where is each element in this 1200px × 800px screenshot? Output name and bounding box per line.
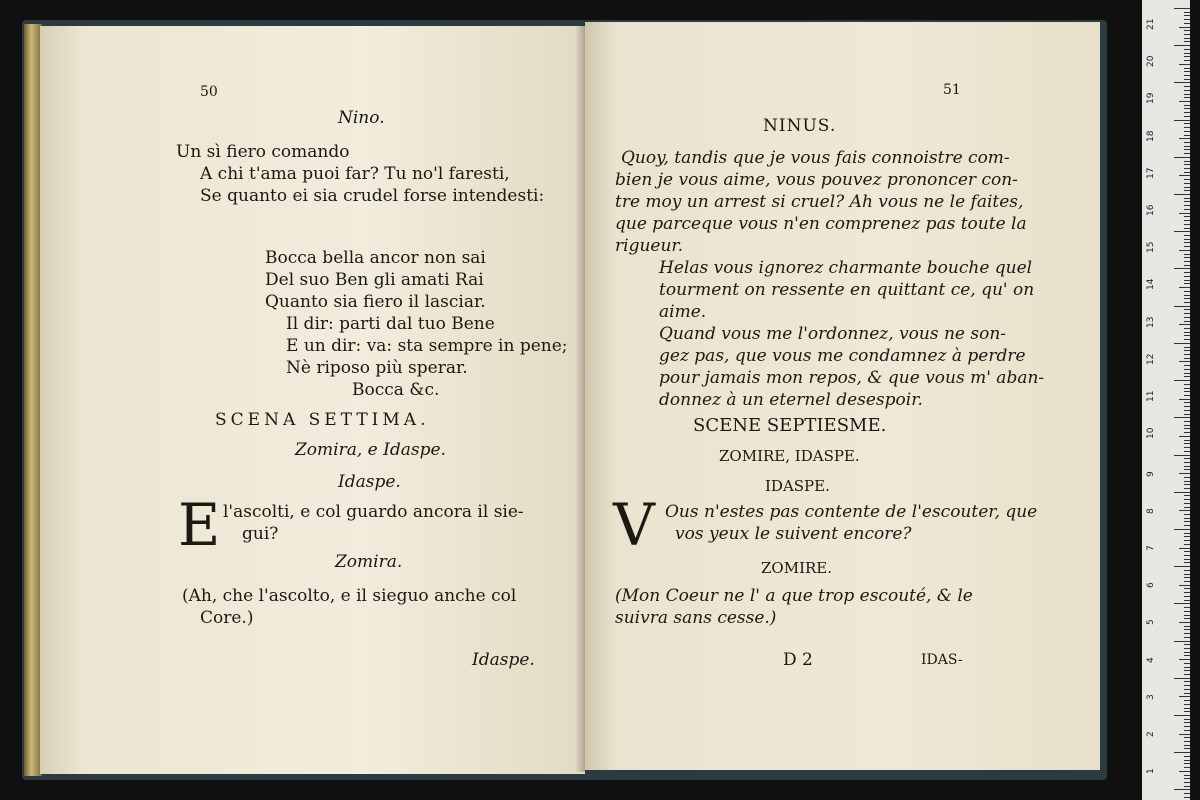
ruler-tick bbox=[1184, 123, 1190, 124]
ruler-tick bbox=[1184, 514, 1190, 515]
ruler-tick bbox=[1184, 332, 1190, 333]
ruler-tick bbox=[1184, 56, 1190, 57]
ruler-tick bbox=[1184, 38, 1190, 39]
ruler-tick bbox=[1184, 23, 1190, 24]
ruler-tick bbox=[1184, 75, 1190, 76]
ruler-tick bbox=[1184, 722, 1190, 723]
text-line: Helas vous ignorez charmante bouche quel bbox=[659, 258, 1033, 278]
ruler-tick bbox=[1184, 205, 1190, 206]
text-line: l'ascolti, e col guardo ancora il sie- bbox=[223, 502, 524, 522]
ruler-tick bbox=[1184, 71, 1190, 72]
ruler-number: 8 bbox=[1146, 507, 1156, 514]
ruler-tick bbox=[1179, 213, 1190, 214]
catchword: Idaspe. bbox=[472, 650, 535, 670]
ruler-tick bbox=[1184, 79, 1190, 80]
text-line: Core.) bbox=[200, 608, 254, 628]
ruler-tick bbox=[1184, 49, 1190, 50]
ruler-tick bbox=[1184, 469, 1190, 470]
ruler-tick bbox=[1184, 518, 1190, 519]
ruler-tick bbox=[1184, 313, 1190, 314]
ruler-tick bbox=[1184, 391, 1190, 392]
text-line: que parceque vous n'en comprenez pas toute la bbox=[615, 214, 1027, 234]
ruler-tick bbox=[1184, 86, 1190, 87]
ruler-tick bbox=[1184, 562, 1190, 563]
aria-line: Quanto sia fiero il lasciar. bbox=[265, 292, 486, 312]
ruler-tick bbox=[1184, 551, 1190, 552]
page-number: 51 bbox=[943, 82, 961, 98]
ruler-tick bbox=[1184, 693, 1190, 694]
ruler-tick bbox=[1184, 347, 1190, 348]
ruler-tick bbox=[1184, 12, 1190, 13]
ruler-tick bbox=[1174, 641, 1190, 642]
text-line: Quoy, tandis que je vous fais connoistre com- bbox=[621, 148, 1010, 168]
ruler-tick bbox=[1184, 775, 1190, 776]
ruler-tick bbox=[1174, 120, 1190, 121]
text-line: pour jamais mon repos, & que vous m' aban- bbox=[659, 368, 1045, 388]
running-head: Nino. bbox=[338, 108, 385, 128]
ruler-tick bbox=[1184, 321, 1190, 322]
ruler-tick bbox=[1184, 317, 1190, 318]
text-line: aime. bbox=[659, 302, 707, 322]
ruler-tick bbox=[1184, 228, 1190, 229]
ruler-tick bbox=[1174, 752, 1190, 753]
text-line: Ous n'estes pas contente de l'escouter, que bbox=[665, 502, 1038, 522]
ruler-tick bbox=[1184, 458, 1190, 459]
ruler-tick bbox=[1174, 45, 1190, 46]
ruler-number: 5 bbox=[1146, 619, 1156, 626]
ruler-tick bbox=[1184, 414, 1190, 415]
ruler-number: 7 bbox=[1146, 545, 1156, 551]
aria-line: Il dir: parti dal tuo Bene bbox=[286, 314, 495, 334]
ruler-tick bbox=[1184, 108, 1190, 109]
text-line: (Ah, che l'ascolto, e il sieguo anche col bbox=[182, 586, 517, 606]
ruler-tick bbox=[1184, 495, 1190, 496]
ruler-tick bbox=[1184, 577, 1190, 578]
left-page bbox=[40, 26, 585, 774]
ruler-number: 10 bbox=[1146, 427, 1156, 440]
ruler-tick bbox=[1184, 797, 1190, 798]
ruler-tick bbox=[1184, 354, 1190, 355]
ruler-tick bbox=[1184, 555, 1190, 556]
ruler-tick bbox=[1184, 737, 1190, 738]
ruler-tick bbox=[1184, 410, 1190, 411]
ruler-tick bbox=[1184, 525, 1190, 526]
aria-line: E un dir: va: sta sempre in pene; bbox=[286, 336, 568, 356]
ruler-tick bbox=[1184, 544, 1190, 545]
ruler-tick bbox=[1184, 153, 1190, 154]
ruler-tick bbox=[1184, 428, 1190, 429]
ruler-tick bbox=[1184, 704, 1190, 705]
ruler-tick bbox=[1184, 462, 1190, 463]
ruler-tick bbox=[1184, 708, 1190, 709]
ruler-tick bbox=[1184, 443, 1190, 444]
ruler-tick bbox=[1184, 681, 1190, 682]
ruler-number: 19 bbox=[1146, 92, 1156, 105]
ruler-tick bbox=[1184, 711, 1190, 712]
text-line: Quand vous me l'ordonnez, vous ne son- bbox=[659, 324, 1007, 344]
aria-line: Nè riposo più sperar. bbox=[286, 358, 468, 378]
ruler-tick bbox=[1179, 64, 1190, 65]
ruler-tick bbox=[1184, 302, 1190, 303]
scene-heading: SCENE SEPTIESME. bbox=[693, 415, 887, 436]
ruler-tick bbox=[1184, 190, 1190, 191]
text-line: rigueur. bbox=[615, 236, 684, 256]
ruler-tick bbox=[1179, 361, 1190, 362]
ruler-tick bbox=[1184, 663, 1190, 664]
ruler-tick bbox=[1184, 763, 1190, 764]
characters: ZOMIRE, IDASPE. bbox=[719, 447, 860, 465]
ruler-tick bbox=[1184, 376, 1190, 377]
text-line: Un sì fiero comando bbox=[176, 142, 350, 162]
ruler-tick bbox=[1174, 194, 1190, 195]
ruler-tick bbox=[1174, 8, 1190, 9]
ruler-tick bbox=[1179, 138, 1190, 139]
ruler-tick bbox=[1184, 146, 1190, 147]
ruler-tick bbox=[1184, 644, 1190, 645]
measurement-ruler bbox=[1142, 0, 1190, 800]
ruler-tick bbox=[1184, 265, 1190, 266]
ruler-tick bbox=[1174, 231, 1190, 232]
ruler-tick bbox=[1174, 268, 1190, 269]
ruler-number: 1 bbox=[1146, 768, 1156, 775]
ruler-tick bbox=[1184, 127, 1190, 128]
ruler-number: 6 bbox=[1146, 582, 1156, 589]
ruler-tick bbox=[1184, 373, 1190, 374]
ruler-tick bbox=[1184, 187, 1190, 188]
ruler-tick bbox=[1184, 131, 1190, 132]
ruler-tick bbox=[1184, 168, 1190, 169]
ruler-tick bbox=[1184, 97, 1190, 98]
ruler-tick bbox=[1184, 533, 1190, 534]
ruler-tick bbox=[1184, 90, 1190, 91]
ruler-tick bbox=[1184, 328, 1190, 329]
ruler-tick bbox=[1184, 748, 1190, 749]
ruler-tick bbox=[1174, 789, 1190, 790]
ruler-tick bbox=[1184, 726, 1190, 727]
ruler-tick bbox=[1184, 209, 1190, 210]
ruler-tick bbox=[1179, 696, 1190, 697]
ruler-tick bbox=[1184, 447, 1190, 448]
ruler-tick bbox=[1184, 626, 1190, 627]
ruler-tick bbox=[1184, 257, 1190, 258]
ruler-tick bbox=[1184, 179, 1190, 180]
ruler-tick bbox=[1184, 15, 1190, 16]
ruler-number: 20 bbox=[1146, 55, 1156, 68]
ruler-tick bbox=[1179, 399, 1190, 400]
ruler-tick bbox=[1184, 477, 1190, 478]
text-line: bien je vous aime, vous pouvez prononcer con- bbox=[615, 170, 1018, 190]
ruler-tick bbox=[1174, 566, 1190, 567]
ruler-tick bbox=[1179, 734, 1190, 735]
ruler-tick bbox=[1184, 298, 1190, 299]
ruler-tick bbox=[1184, 588, 1190, 589]
ruler-tick bbox=[1184, 503, 1190, 504]
ruler-number: 18 bbox=[1146, 130, 1156, 142]
ruler-number: 12 bbox=[1146, 353, 1156, 365]
ruler-number: 11 bbox=[1146, 390, 1156, 403]
ruler-tick bbox=[1184, 637, 1190, 638]
ruler-tick bbox=[1184, 198, 1190, 199]
ruler-tick bbox=[1184, 745, 1190, 746]
text-line: gez pas, que vous me condamnez à perdre bbox=[659, 346, 1026, 366]
ruler-tick bbox=[1184, 432, 1190, 433]
ruler-tick bbox=[1184, 425, 1190, 426]
ruler-tick bbox=[1184, 19, 1190, 20]
speaker: Idaspe. bbox=[338, 472, 401, 492]
drop-cap: V bbox=[613, 491, 655, 559]
ruler-number: 21 bbox=[1146, 18, 1156, 30]
ruler-tick bbox=[1184, 261, 1190, 262]
ruler-tick bbox=[1184, 484, 1190, 485]
ruler-tick bbox=[1179, 436, 1190, 437]
catchword: IDAS- bbox=[921, 652, 963, 668]
ruler-tick bbox=[1174, 343, 1190, 344]
ruler-tick bbox=[1184, 388, 1190, 389]
ruler-tick bbox=[1184, 164, 1190, 165]
ruler-tick bbox=[1179, 548, 1190, 549]
ruler-tick bbox=[1184, 730, 1190, 731]
text-line: tre moy un arrest si cruel? Ah vous ne le faites, bbox=[615, 192, 1024, 212]
drop-cap: E bbox=[178, 491, 221, 559]
ruler-tick bbox=[1184, 451, 1190, 452]
ruler-tick bbox=[1184, 540, 1190, 541]
ruler-tick bbox=[1184, 559, 1190, 560]
ruler-tick bbox=[1179, 101, 1190, 102]
ruler-number: 13 bbox=[1146, 316, 1156, 328]
signature-mark: D 2 bbox=[783, 650, 813, 670]
speaker: ZOMIRE. bbox=[761, 559, 833, 577]
ruler-tick bbox=[1174, 529, 1190, 530]
text-line: (Mon Coeur ne l' a que trop escouté, & le bbox=[615, 586, 973, 606]
ruler-tick bbox=[1184, 574, 1190, 575]
aria-line: Bocca bella ancor non sai bbox=[265, 248, 486, 268]
ruler-tick bbox=[1184, 793, 1190, 794]
ruler-tick bbox=[1179, 287, 1190, 288]
ruler-tick bbox=[1184, 112, 1190, 113]
ruler-tick bbox=[1184, 53, 1190, 54]
ruler-tick bbox=[1184, 607, 1190, 608]
page-number: 50 bbox=[200, 84, 218, 100]
ruler-number: 9 bbox=[1146, 470, 1156, 477]
ruler-tick bbox=[1184, 161, 1190, 162]
ruler-tick bbox=[1184, 34, 1190, 35]
ruler-tick bbox=[1184, 421, 1190, 422]
ruler-tick bbox=[1174, 678, 1190, 679]
ruler-tick bbox=[1184, 481, 1190, 482]
ruler-tick bbox=[1174, 455, 1190, 456]
ruler-tick bbox=[1184, 596, 1190, 597]
ruler-tick bbox=[1174, 715, 1190, 716]
speaker: Zomira. bbox=[335, 552, 403, 572]
ruler-tick bbox=[1184, 499, 1190, 500]
ruler-tick bbox=[1184, 507, 1190, 508]
ruler-tick bbox=[1184, 201, 1190, 202]
ruler-tick bbox=[1184, 536, 1190, 537]
ruler-number: 14 bbox=[1146, 279, 1156, 291]
ruler-tick bbox=[1179, 622, 1190, 623]
ruler-tick bbox=[1184, 395, 1190, 396]
ruler-tick bbox=[1184, 674, 1190, 675]
ruler-tick bbox=[1184, 149, 1190, 150]
ruler-tick bbox=[1184, 105, 1190, 106]
ruler-tick bbox=[1174, 380, 1190, 381]
ruler-tick bbox=[1184, 760, 1190, 761]
ruler-tick bbox=[1184, 615, 1190, 616]
ruler-tick bbox=[1184, 60, 1190, 61]
ruler-tick bbox=[1184, 246, 1190, 247]
ruler-tick bbox=[1184, 220, 1190, 221]
ruler-tick bbox=[1184, 570, 1190, 571]
ruler-tick bbox=[1184, 291, 1190, 292]
ruler-tick bbox=[1179, 27, 1190, 28]
ruler-tick bbox=[1184, 633, 1190, 634]
text-line: suivra sans cesse.) bbox=[615, 608, 777, 628]
ruler-tick bbox=[1184, 466, 1190, 467]
ruler-tick bbox=[1184, 685, 1190, 686]
ruler-number: 15 bbox=[1146, 241, 1156, 254]
ruler-tick bbox=[1174, 417, 1190, 418]
ruler-tick bbox=[1184, 767, 1190, 768]
ruler-tick bbox=[1184, 242, 1190, 243]
ruler-tick bbox=[1174, 306, 1190, 307]
running-head: NINUS. bbox=[763, 116, 837, 136]
ruler-tick bbox=[1184, 94, 1190, 95]
ruler-tick bbox=[1184, 629, 1190, 630]
right-page bbox=[585, 22, 1100, 770]
text-line: donnez à un eternel desespoir. bbox=[659, 390, 923, 410]
ruler-tick bbox=[1184, 216, 1190, 217]
scene-heading: SCENA SETTIMA. bbox=[215, 410, 430, 430]
ruler-tick bbox=[1179, 473, 1190, 474]
ruler-tick bbox=[1184, 116, 1190, 117]
aria-line: Bocca &c. bbox=[352, 380, 440, 400]
aria-line: Del suo Ben gli amati Rai bbox=[265, 270, 484, 290]
ruler-tick bbox=[1179, 659, 1190, 660]
ruler-tick bbox=[1179, 585, 1190, 586]
ruler-tick bbox=[1184, 600, 1190, 601]
ruler-tick bbox=[1184, 224, 1190, 225]
ruler-tick bbox=[1184, 280, 1190, 281]
ruler-tick bbox=[1184, 782, 1190, 783]
ruler-tick bbox=[1184, 667, 1190, 668]
ruler-tick bbox=[1184, 309, 1190, 310]
ruler-tick bbox=[1179, 510, 1190, 511]
ruler-tick bbox=[1184, 350, 1190, 351]
ruler-tick bbox=[1184, 254, 1190, 255]
ruler-tick bbox=[1174, 603, 1190, 604]
ruler-tick bbox=[1184, 778, 1190, 779]
ruler-tick bbox=[1184, 406, 1190, 407]
ruler-tick bbox=[1184, 30, 1190, 31]
ruler-tick bbox=[1184, 689, 1190, 690]
ruler-tick bbox=[1184, 521, 1190, 522]
text-line: Se quanto ei sia crudel forse intendesti: bbox=[200, 186, 545, 206]
ruler-tick bbox=[1184, 172, 1190, 173]
text-line: A chi t'ama puoi far? Tu no'l faresti, bbox=[200, 164, 510, 184]
ruler-tick bbox=[1184, 440, 1190, 441]
ruler-tick bbox=[1184, 235, 1190, 236]
ruler-tick bbox=[1184, 652, 1190, 653]
ruler-tick bbox=[1174, 157, 1190, 158]
ruler-tick bbox=[1184, 283, 1190, 284]
ruler-tick bbox=[1184, 295, 1190, 296]
ruler-tick bbox=[1184, 786, 1190, 787]
ruler-tick bbox=[1184, 276, 1190, 277]
ruler-tick bbox=[1184, 402, 1190, 403]
characters: Zomira, e Idaspe. bbox=[295, 440, 446, 460]
ruler-tick bbox=[1184, 741, 1190, 742]
ruler-tick bbox=[1184, 335, 1190, 336]
ruler-tick bbox=[1184, 358, 1190, 359]
ruler-tick bbox=[1184, 41, 1190, 42]
ruler-tick bbox=[1184, 648, 1190, 649]
ruler-tick bbox=[1184, 365, 1190, 366]
ruler-tick bbox=[1179, 771, 1190, 772]
ruler-tick bbox=[1184, 670, 1190, 671]
ruler-tick bbox=[1184, 611, 1190, 612]
ruler-number: 16 bbox=[1146, 204, 1156, 217]
ruler-tick bbox=[1184, 655, 1190, 656]
ruler-number: 2 bbox=[1146, 731, 1156, 737]
ruler-tick bbox=[1184, 756, 1190, 757]
ruler-tick bbox=[1184, 68, 1190, 69]
speaker: IDASPE. bbox=[765, 477, 830, 495]
ruler-number: 4 bbox=[1146, 656, 1156, 663]
ruler-tick bbox=[1179, 324, 1190, 325]
text-line: tourment on ressente en quittant ce, qu' on bbox=[659, 280, 1035, 300]
ruler-tick bbox=[1184, 384, 1190, 385]
ruler-tick bbox=[1184, 272, 1190, 273]
ruler-number: 3 bbox=[1146, 694, 1156, 700]
ruler-number: 17 bbox=[1146, 167, 1156, 179]
ruler-tick bbox=[1184, 581, 1190, 582]
text-line: vos yeux le suivent encore? bbox=[675, 524, 912, 544]
ruler-tick bbox=[1184, 339, 1190, 340]
ruler-tick bbox=[1184, 369, 1190, 370]
ruler-tick bbox=[1184, 183, 1190, 184]
ruler-tick bbox=[1184, 239, 1190, 240]
ruler-tick bbox=[1184, 488, 1190, 489]
ruler-tick bbox=[1184, 719, 1190, 720]
ruler-tick bbox=[1184, 618, 1190, 619]
ruler-tick bbox=[1179, 175, 1190, 176]
ruler-tick bbox=[1184, 142, 1190, 143]
ruler-tick bbox=[1184, 700, 1190, 701]
text-line: gui? bbox=[242, 524, 279, 544]
ruler-tick bbox=[1174, 82, 1190, 83]
ruler-tick bbox=[1184, 135, 1190, 136]
ruler-tick bbox=[1174, 492, 1190, 493]
ruler-tick bbox=[1179, 250, 1190, 251]
ruler-tick bbox=[1184, 592, 1190, 593]
